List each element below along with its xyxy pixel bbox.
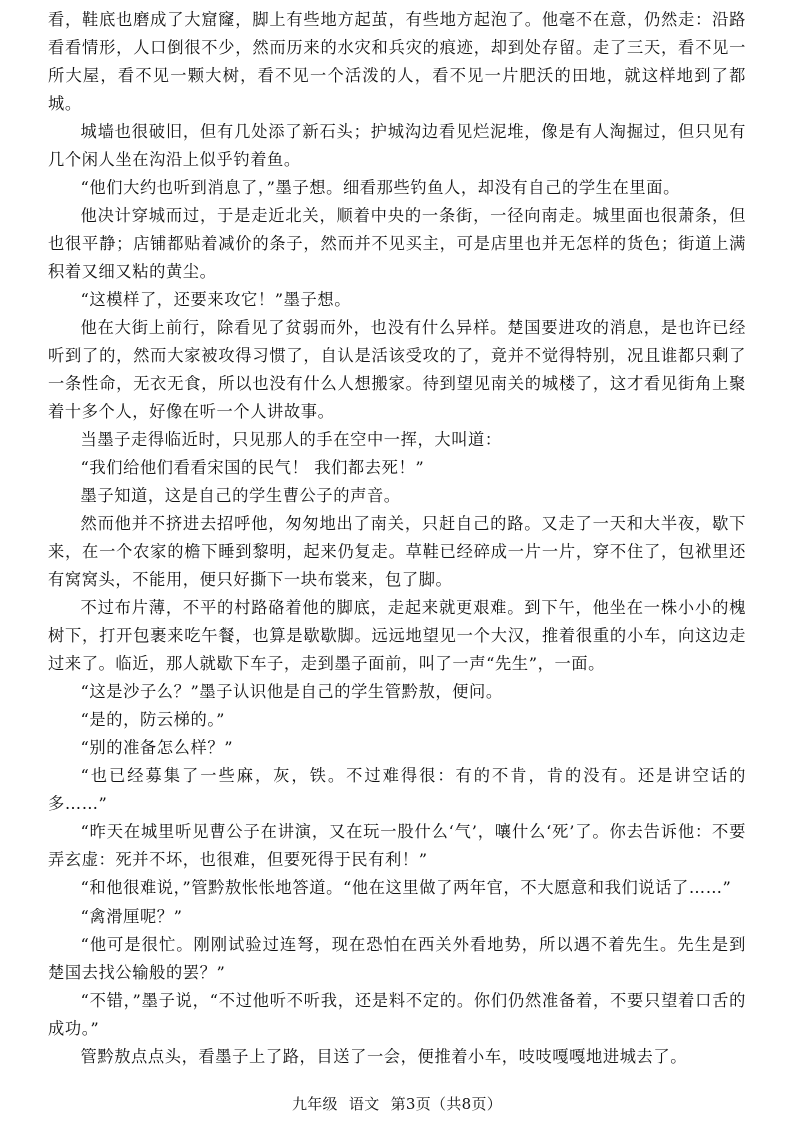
paragraph: “他们大约也听到消息了，”墨子想。细看那些钓鱼人，却没有自己的学生在里面。 xyxy=(80,178,680,198)
paragraph: “别的准备怎么样？” xyxy=(80,738,234,758)
paragraph: “他可是很忙。刚刚试验过连弩，现在恐怕在西关外看地势，所以遇不着先生。先生是到楚国去找公输般的罢？” xyxy=(48,934,746,982)
paragraph: 看，鞋底也磨成了大窟窿，脚上有些地方起茧，有些地方起泡了。他毫不在意，仍然走：沿路看看情形，人口倒很不少，然而历来的水灾和兵灾的痕迹，却到处存留。走了三天，看不见一所大屋，看不见一颗大树，看不见一个活泼的人，看不见一片肥沃的田地，就这样地到了都城。 xyxy=(48,10,746,114)
paragraph: “这模样了，还要来攻它！”墨子想。 xyxy=(80,290,352,310)
paragraph: 然而他并不挤进去招呼他，匆匆地出了南关，只赶自己的路。又走了一天和大半夜，歇下来，在一个农家的檐下睡到黎明，起来仍复走。草鞋已经碎成一片一片，穿不住了，包袱里还有窝窝头，不能用，便只好撕下一块布裳来，包了脚。 xyxy=(48,514,746,590)
page-footer: 九年级 语文 第3页（共8页） xyxy=(291,1095,503,1113)
paragraph: “和他很难说，”管黔敖怅怅地答道。“他在这里做了两年官，不大愿意和我们说话了……” xyxy=(80,878,732,898)
paragraph: 他在大街上前行，除看见了贫弱而外，也没有什么异样。楚国要进攻的消息，是也许已经听到了的，然而大家被攻得习惯了，自认是活该受攻的了，竟并不觉得特别，况且谁都只剩了一条性命，无衣无食，所以也没有什么人想搬家。待到望见南关的城楼了，这才看见街角上聚着十多个人，好像在听一个人讲故事。 xyxy=(48,318,746,422)
paragraph: “我们给他们看看宋国的民气！ 我们都去死！” xyxy=(80,458,425,478)
paragraph: 墨子知道，这是自己的学生曹公子的声音。 xyxy=(80,486,401,506)
paragraph: 当墨子走得临近时，只见那人的手在空中一挥，大叫道： xyxy=(80,430,502,450)
paragraph: “是的，防云梯的。” xyxy=(80,710,225,730)
paragraph: “昨天在城里听见曹公子在讲演，又在玩一股什么‘气’，嚷什么‘死’了。你去告诉他：不要弄玄虚：死并不坏，也很难，但要死得于民有利！” xyxy=(48,822,746,870)
paragraph: “这是沙子么？”墨子认识他是自己的学生管黔敖，便问。 xyxy=(80,682,503,702)
paragraph: “不错，”墨子说，“不过他听不听我，还是料不定的。你们仍然准备着，不要只望着口舌的成功。” xyxy=(48,990,746,1038)
paragraph: 不过布片薄，不平的村路硌着他的脚底，走起来就更艰难。到下午，他坐在一株小小的槐树下，打开包裹来吃午餐，也算是歇歇脚。远远地望见一个大汉，推着很重的小车，向这边走过来了。临近，那人就歇下车子，走到墨子面前，叫了一声“先生”，一面。 xyxy=(48,598,746,674)
paragraph: “禽滑厘呢？” xyxy=(80,906,183,926)
passage-body xyxy=(48,6,746,1071)
paragraph: “也已经募集了一些麻，灰，铁。不过难得很：有的不肯，肯的没有。还是讲空话的多……” xyxy=(48,766,746,814)
paragraph: 城墙也很破旧，但有几处添了新石头；护城沟边看见烂泥堆，像是有人淘掘过，但只见有几个闲人坐在沟沿上似乎钓着鱼。 xyxy=(48,122,746,170)
paragraph: 他决计穿城而过，于是走近北关，顺着中央的一条街，一径向南走。城里面也很萧条，但也很平静；店铺都贴着减价的条子，然而并不见买主，可是店里也并无怎样的货色；街道上满积着又细又粘的黄尘。 xyxy=(48,206,746,282)
paragraph: 管黔敖点点头，看墨子上了路，目送了一会，便推着小车，吱吱嘎嘎地进城去了。 xyxy=(80,1046,688,1066)
